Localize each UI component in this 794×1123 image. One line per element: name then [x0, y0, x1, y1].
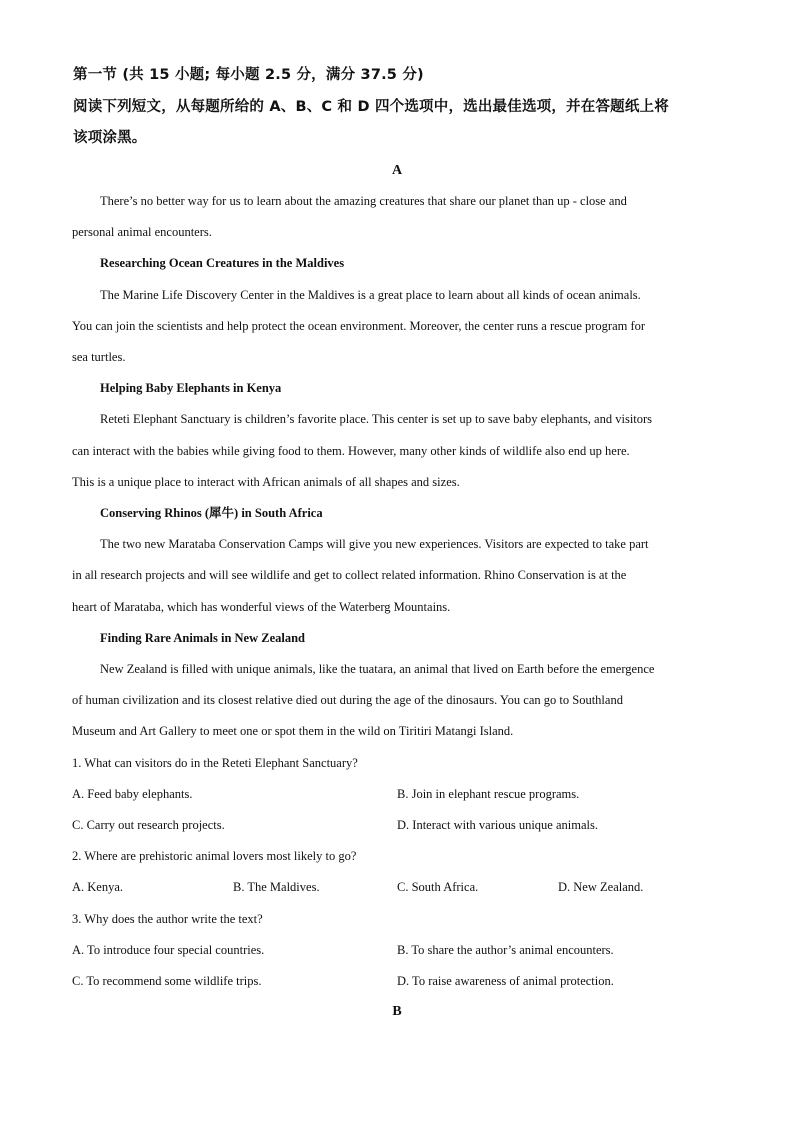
new-zealand-line-2: of human civilization and its closest relative died out during the age of the dinosaurs. You can go to Southland: [72, 693, 623, 707]
south-africa-line-1: The two new Marataba Conservation Camps will give you new experiences. Visitors are expected to take part: [100, 537, 649, 551]
question-2-stem: 2. Where are prehistoric animal lovers most likely to go?: [72, 849, 357, 863]
maldives-line-1: The Marine Life Discovery Center in the Maldives is a great place to learn about all kinds of ocean animals.: [100, 288, 641, 302]
heading-south-africa: Conserving Rhinos (犀牛) in South Africa: [100, 506, 323, 520]
kenya-line-3: This is a unique place to interact with African animals of all shapes and sizes.: [72, 475, 460, 489]
question-2-option-b: B. The Maldives.: [233, 880, 320, 894]
question-3-option-c: C. To recommend some wildlife trips.: [72, 974, 262, 988]
new-zealand-line-3: Museum and Art Gallery to meet one or spot them in the wild on Tiritiri Matangi Island.: [72, 724, 514, 738]
kenya-line-1: Reteti Elephant Sanctuary is children’s favorite place. This center is set up to save baby elephants, and visitors: [100, 412, 653, 426]
heading-maldives: Researching Ocean Creatures in the Maldives: [100, 256, 345, 270]
kenya-line-2: can interact with the babies while giving food to them. However, many other kinds of wildlife also end up here.: [72, 444, 630, 458]
question-3-option-d: D. To raise awareness of animal protection.: [397, 974, 614, 988]
instructions-line-2: 该项涂黑。: [73, 130, 147, 146]
south-africa-line-3: heart of Marataba, which has wonderful views of the Waterberg Mountains.: [72, 600, 451, 614]
passage-a-label: A: [391, 163, 403, 178]
question-2-option-c: C. South Africa.: [397, 880, 479, 894]
question-1-option-d: D. Interact with various unique animals.: [397, 818, 598, 832]
question-2-option-d: D. New Zealand.: [558, 880, 644, 894]
passage-b-label: B: [392, 1004, 402, 1019]
question-1-stem: 1. What can visitors do in the Reteti Elephant Sanctuary?: [72, 756, 358, 770]
question-3-option-a: A. To introduce four special countries.: [72, 943, 265, 957]
question-3-stem: 3. Why does the author write the text?: [72, 912, 263, 926]
maldives-line-2: You can join the scientists and help protect the ocean environment. Moreover, the center runs a rescue program for: [72, 319, 646, 333]
new-zealand-line-1: New Zealand is filled with unique animals, like the tuatara, an animal that lived on Earth before the emergence: [100, 662, 655, 676]
intro-line-1: There’s no better way for us to learn about the amazing creatures that share our planet than up - close and: [100, 194, 627, 208]
instructions-line-1: 阅读下列短文，从每题所给的 A、B、C 和 D 四个选项中，选出最佳选项，并在答题纸上将: [73, 99, 669, 115]
heading-new-zealand: Finding Rare Animals in New Zealand: [100, 631, 306, 645]
question-3-option-b: B. To share the author’s animal encounters.: [397, 943, 614, 957]
heading-kenya: Helping Baby Elephants in Kenya: [100, 381, 282, 395]
question-1-option-c: C. Carry out research projects.: [72, 818, 225, 832]
question-2-option-a: A. Kenya.: [72, 880, 124, 894]
south-africa-line-2: in all research projects and will see wildlife and get to collect related information. Rhino Conservation is at the: [72, 568, 627, 582]
question-1-option-b: B. Join in elephant rescue programs.: [397, 787, 580, 801]
intro-line-2: personal animal encounters.: [72, 225, 212, 239]
question-1-option-a: A. Feed baby elephants.: [72, 787, 193, 801]
maldives-line-3: sea turtles.: [72, 350, 126, 364]
section-header: 第一节 (共 15 小题; 每小题 2.5 分，满分 37.5 分): [73, 67, 424, 83]
